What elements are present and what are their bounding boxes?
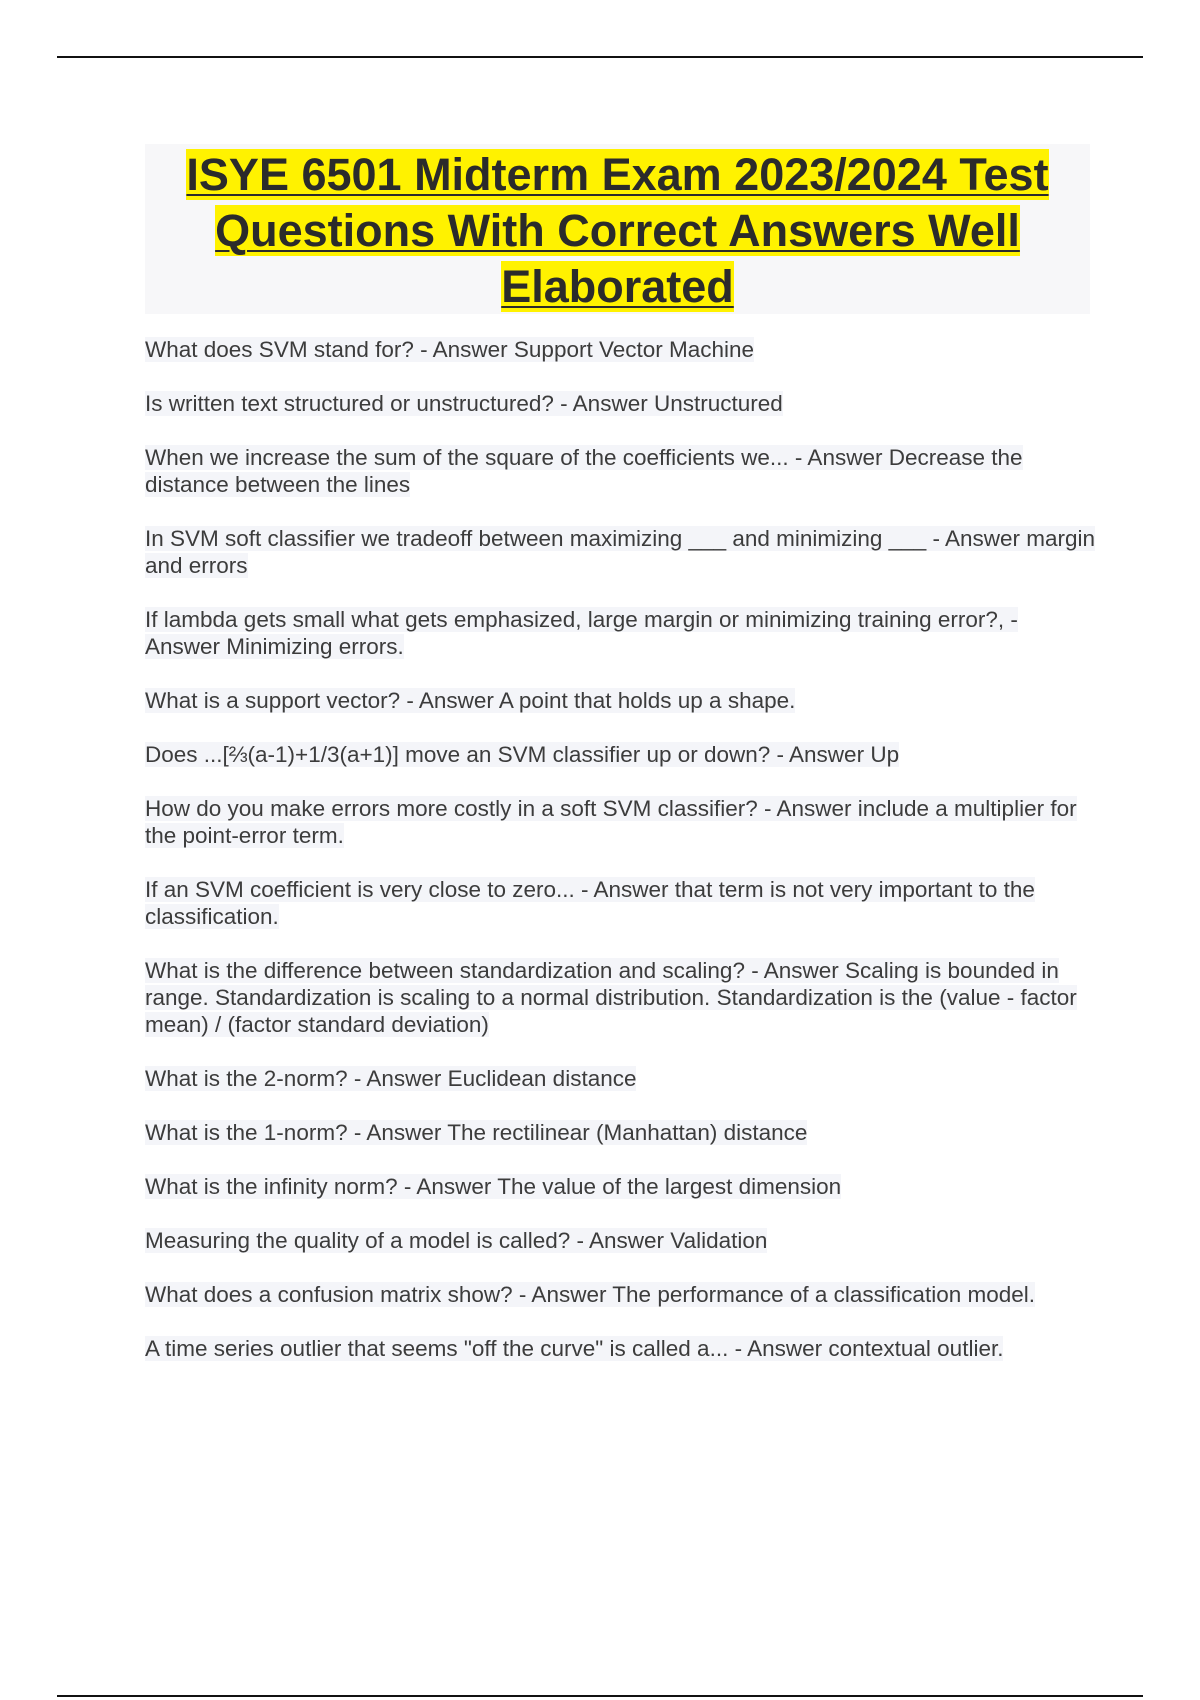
qa-item-8: [145, 795, 1095, 849]
qa-text: In SVM soft classifier we tradeoff between maximizing ___ and minimizing ___ - Answer margin and errors: [145, 526, 1096, 578]
qa-text: What is the 2-norm? - Answer Euclidean distance: [145, 1066, 637, 1091]
document-title: [145, 144, 1090, 315]
qa-item-16: [145, 1335, 1095, 1362]
qa-item-12: [145, 1119, 1095, 1146]
qa-text: What is the 1-norm? - Answer The rectilinear (Manhattan) distance: [145, 1120, 808, 1145]
qa-text: If an SVM coefficient is very close to zero... - Answer that term is not very important to the classification.: [145, 877, 1035, 929]
qa-text: Measuring the quality of a model is called? - Answer Validation: [145, 1228, 768, 1253]
qa-text: What is a support vector? - Answer A point that holds up a shape.: [145, 688, 796, 713]
qa-item-4: [145, 525, 1095, 579]
qa-text: What does a confusion matrix show? - Answer The performance of a classification model.: [145, 1282, 1036, 1307]
qa-item-2: [145, 390, 1095, 417]
qa-text: What does SVM stand for? - Answer Support Vector Machine: [145, 337, 755, 362]
qa-text: When we increase the sum of the square of the coefficients we... - Answer Decrease the distance between the lines: [145, 445, 1023, 497]
qa-item-14: [145, 1227, 1095, 1254]
qa-item-9: [145, 876, 1095, 930]
qa-item-7: [145, 741, 1095, 768]
qa-text: A time series outlier that seems "off the curve" is called a... - Answer contextual outlier.: [145, 1336, 1004, 1361]
qa-text: What is the infinity norm? - Answer The value of the largest dimension: [145, 1174, 842, 1199]
qa-text: Is written text structured or unstructured? - Answer Unstructured: [145, 391, 783, 416]
qa-item-15: [145, 1281, 1095, 1308]
top-rule: [57, 56, 1143, 58]
qa-item-5: [145, 606, 1095, 660]
qa-item-3: [145, 444, 1095, 498]
qa-text: If lambda gets small what gets emphasized, large margin or minimizing training error?, - Answer Minimizing errors.: [145, 607, 1018, 659]
qa-item-13: [145, 1173, 1095, 1200]
qa-text: How do you make errors more costly in a soft SVM classifier? - Answer include a multiplier for the point-error term.: [145, 796, 1077, 848]
qa-list: [145, 336, 1095, 1389]
qa-item-1: [145, 336, 1095, 363]
qa-item-6: [145, 687, 1095, 714]
document-title-text: ISYE 6501 Midterm Exam 2023/2024 Test Questions With Correct Answers Well Elaborated: [186, 149, 1049, 312]
bottom-rule: [57, 1695, 1143, 1697]
qa-item-10: [145, 957, 1095, 1038]
title-block: [145, 144, 1090, 314]
qa-text: Does ...[⅔(a-1)+1/3(a+1)] move an SVM classifier up or down? - Answer Up: [145, 742, 900, 767]
qa-text: What is the difference between standardization and scaling? - Answer Scaling is bounded in range. Standardization is scaling to a normal distribution. Standardization is the (value - factor mean) / (factor standard deviation): [145, 958, 1077, 1037]
qa-item-11: [145, 1065, 1095, 1092]
